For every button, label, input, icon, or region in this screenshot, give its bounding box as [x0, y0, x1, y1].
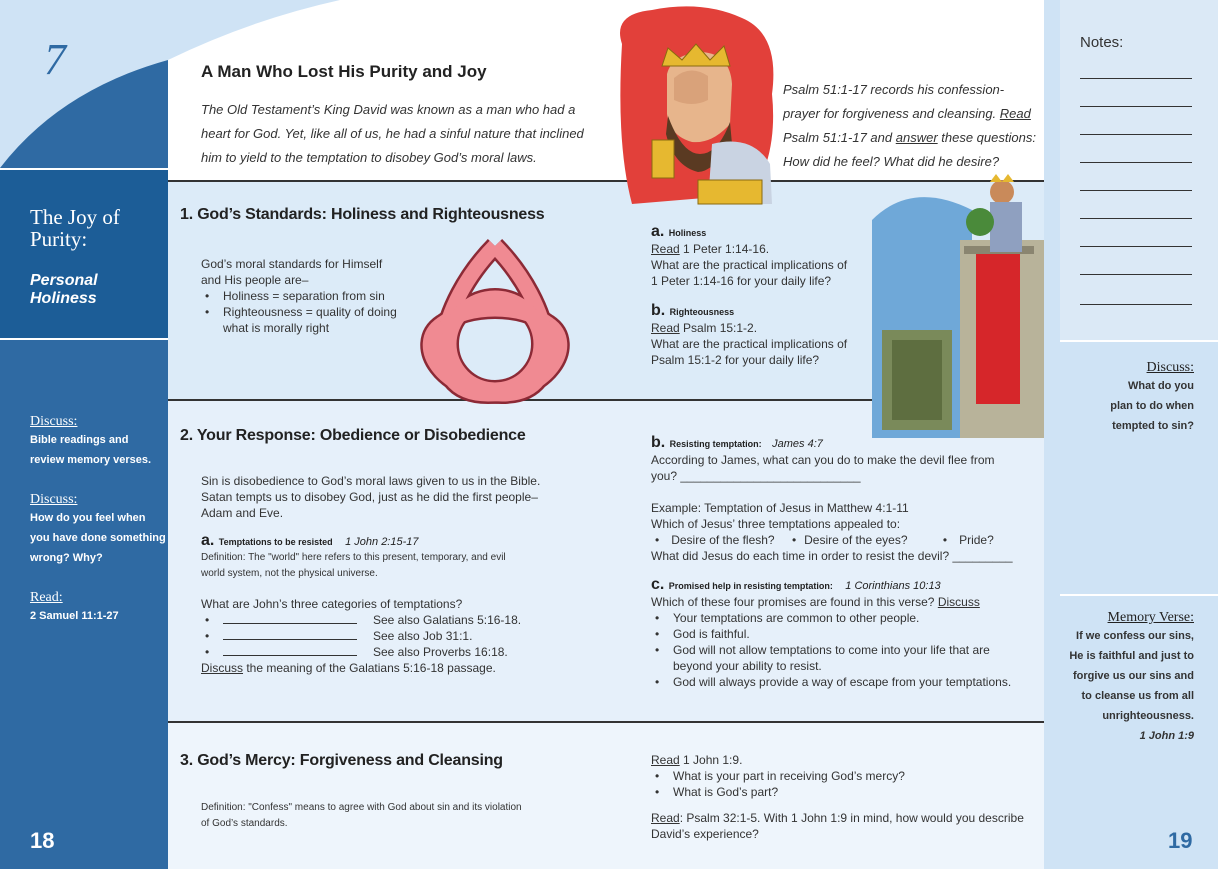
- chapter-title: [30, 206, 120, 250]
- body-line: and His people are–: [201, 273, 309, 287]
- read-link: Read: [999, 106, 1031, 121]
- resisting-block: [651, 434, 1041, 564]
- memory-ref: 1 John 1:9: [1139, 730, 1194, 742]
- question-line: What are the practical implications of: [651, 258, 848, 272]
- chapter-subtitle: Personal Holiness: [30, 272, 98, 307]
- memory-text: If we confess our sins,: [1076, 630, 1194, 642]
- question-line: Which of Jesus’ three temptations appealed to:: [651, 517, 901, 531]
- option: Pride?: [959, 533, 994, 547]
- intro-line: him to yield to the temptation to disobey God’s moral laws.: [201, 150, 537, 165]
- definition-line: Definition: The "world" here refers to this present, temporary, and evil: [201, 552, 506, 563]
- list-item: • God will not allow temptations to come into your life that are: [651, 642, 1041, 658]
- read-link: Read: [651, 811, 680, 825]
- divider: [168, 721, 1052, 723]
- sub-letter: b.: [651, 302, 666, 319]
- standards-list: [201, 288, 421, 320]
- read-heading: Read:: [30, 590, 63, 605]
- list-item-cont: what is morally right: [223, 321, 330, 335]
- promises-list: [651, 610, 1041, 690]
- definition-line: Definition: "Confess" means to agree with God about sin and its violation: [201, 802, 522, 813]
- question-line: What are the practical implications of: [651, 337, 848, 351]
- answer-blank: [223, 645, 357, 656]
- question-line: Which of these four promises are found in this verse?: [651, 595, 938, 609]
- psalm-text: Psalm 51:1-17 and: [783, 130, 896, 145]
- body-line: the meaning of the Galatians 5:16-18 passage.: [243, 661, 496, 675]
- section2-title: 2. Your Response: Obedience or Disobedience: [180, 427, 526, 444]
- memory-verse: [1066, 610, 1194, 746]
- divider: [1060, 340, 1218, 342]
- list-item: • Righteousness = quality of doing: [201, 304, 421, 320]
- body-line: : Psalm 32:1-5. With 1 John 1:9 in mind, how would you describe: [679, 811, 1024, 825]
- read-link: Read: [651, 321, 680, 335]
- chapter-title-line2: Purity:: [30, 227, 88, 251]
- divider: [168, 180, 628, 182]
- left-discuss-1: [30, 414, 166, 470]
- list-item-cont: beyond your ability to resist.: [673, 659, 822, 673]
- discuss-heading: Discuss:: [1146, 360, 1194, 375]
- chapter-title-line1: The Joy of: [30, 205, 120, 229]
- body-line: David’s experience?: [651, 827, 759, 841]
- read-link: Read: [651, 242, 680, 256]
- definition-line: of God’s standards.: [201, 818, 288, 829]
- psalm-line: Psalm 51:1-17 records his confession-: [783, 82, 1005, 97]
- temptations-block: [201, 532, 581, 676]
- trinity-knot-icon: [398, 234, 592, 410]
- section3-definition: [201, 800, 601, 832]
- option: Desire of the flesh?: [671, 533, 775, 547]
- list-item: • Your temptations are common to other people.: [651, 610, 1041, 626]
- list-item: • What is God’s part?: [651, 784, 1041, 800]
- discuss-text: you have done something: [30, 532, 166, 544]
- question-line: you? ___________________________: [651, 469, 861, 483]
- king-david-illustration: [612, 4, 782, 214]
- righteousness-block: [651, 302, 881, 368]
- sub-letter: c.: [651, 576, 665, 593]
- chapter-number: 7: [44, 35, 66, 84]
- question-line: 1 Peter 1:14-16 for your daily life?: [651, 274, 832, 288]
- divider: [1060, 594, 1218, 596]
- sub-letter: b.: [651, 434, 666, 451]
- intro-line: The Old Testament’s King David was known as a man who had a: [201, 102, 576, 117]
- sub-heading: Holiness: [668, 228, 707, 238]
- definition-line: world system, not the physical universe.: [201, 568, 378, 579]
- psalm-text: prayer for forgiveness and cleansing.: [783, 106, 1000, 121]
- section1-text: [201, 256, 421, 336]
- discuss-text: tempted to sin?: [1112, 420, 1194, 432]
- body-line: Sin is disobedience to God’s moral laws given to us in the Bible.: [201, 474, 541, 488]
- note-line: [1080, 134, 1192, 135]
- memory-heading: Memory Verse:: [1107, 610, 1194, 625]
- note-line: [1080, 190, 1192, 191]
- psalm-line: How did he feel? What did he desire?: [783, 154, 1000, 169]
- body-line: Adam and Eve.: [201, 506, 284, 520]
- memory-text: unrighteousness.: [1102, 710, 1194, 722]
- scripture-ref: James 4:7: [772, 438, 823, 450]
- options-row: • Desire of the flesh? • Desire of the eyes? • Pride?: [655, 533, 994, 547]
- intro-line: heart for God. Yet, like all of us, he had a sinful nature that inclined: [201, 126, 584, 141]
- notes-label: Notes:: [1080, 34, 1124, 51]
- list-item: [201, 644, 581, 660]
- see-also: See also Proverbs 16:18.: [373, 645, 508, 659]
- note-line: [1080, 246, 1192, 247]
- memory-text: to cleanse us from all: [1081, 690, 1194, 702]
- promised-help-block: [651, 576, 1041, 690]
- note-line: [1080, 218, 1192, 219]
- discuss-heading: Discuss:: [30, 492, 78, 507]
- temptation-list: [201, 612, 581, 660]
- chapter-title-box: [0, 168, 168, 340]
- intro-paragraph: [201, 98, 621, 170]
- answer-link: answer: [895, 130, 938, 145]
- discuss-text: wrong? Why?: [30, 552, 103, 564]
- holiness-block: [651, 223, 881, 289]
- question-line: What are John’s three categories of temptations?: [201, 597, 463, 611]
- section1-title: 1. God’s Standards: Holiness and Righteousness: [180, 206, 545, 223]
- list-item: • God is faithful.: [651, 626, 1041, 642]
- note-line: [1080, 274, 1192, 275]
- scripture-ref: 1 John 1:9.: [679, 753, 743, 767]
- discuss-text: What do you: [1128, 380, 1194, 392]
- question-line: What did Jesus do each time in order to resist the devil? _________: [651, 549, 1013, 563]
- see-also: See also Galatians 5:16-18.: [373, 613, 522, 627]
- option: Desire of the eyes?: [804, 533, 908, 547]
- answer-blank: [223, 613, 357, 624]
- discuss-text: review memory verses.: [30, 454, 152, 466]
- sub-heading: Resisting temptation:: [669, 439, 762, 449]
- note-line: [1080, 304, 1192, 305]
- sub-letter: a.: [201, 532, 215, 549]
- notes-panel: [1060, 0, 1218, 340]
- discuss-heading: Discuss:: [30, 414, 78, 429]
- list-item: [201, 628, 581, 644]
- section3-title: 3. God’s Mercy: Forgiveness and Cleansing: [180, 752, 503, 769]
- sub-letter: a.: [651, 223, 665, 240]
- section2-text: [201, 473, 601, 521]
- page-number-right: 19: [1168, 828, 1193, 853]
- answer-blank: [223, 629, 357, 640]
- psalm-text: these questions:: [937, 130, 1036, 145]
- left-read: [30, 590, 166, 626]
- example-line: Example: Temptation of Jesus in Matthew 4:1-11: [651, 501, 909, 515]
- left-discuss-2: [30, 492, 166, 568]
- discuss-text: Bible readings and: [30, 434, 129, 446]
- list-item: • Holiness = separation from sin: [201, 288, 421, 304]
- scripture-ref: 1 Corinthians 10:13: [845, 580, 941, 592]
- question-line: According to James, what can you do to make the devil flee from: [651, 453, 995, 467]
- read-text: 2 Samuel 11:1-27: [30, 610, 119, 622]
- scripture-ref: Psalm 15:1-2.: [679, 321, 758, 335]
- question-line: Psalm 15:1-2 for your daily life?: [651, 353, 820, 367]
- note-line: [1080, 106, 1192, 107]
- page-number-left: 18: [30, 828, 55, 853]
- memory-text: He is faithful and just to: [1069, 650, 1194, 662]
- discuss-link: Discuss: [937, 595, 980, 609]
- body-line: Satan tempts us to disobey God, just as he did the first people–: [201, 490, 538, 504]
- mercy-list: [651, 768, 1041, 800]
- page-title: A Man Who Lost His Purity and Joy: [201, 62, 487, 81]
- section3-read-block: [651, 752, 1041, 842]
- scripture-ref: 1 John 2:15-17: [345, 536, 419, 548]
- read-link: Read: [651, 753, 680, 767]
- discuss-link: Discuss: [201, 661, 244, 675]
- right-discuss: [1070, 360, 1194, 436]
- list-item: [201, 612, 581, 628]
- memory-text: forgive us our sins and: [1072, 670, 1194, 682]
- body-line: God’s moral standards for Himself: [201, 257, 383, 271]
- rooftop-illustration: [872, 160, 1060, 438]
- discuss-text: plan to do when: [1110, 400, 1194, 412]
- note-line: [1080, 162, 1192, 163]
- sub-heading: Promised help in resisting temptation:: [668, 581, 833, 591]
- see-also: See also Job 31:1.: [373, 629, 473, 643]
- sub-heading: Temptations to be resisted: [218, 537, 333, 547]
- list-item: • What is your part in receiving God’s mercy?: [651, 768, 1041, 784]
- sub-heading: Righteousness: [669, 307, 735, 317]
- note-line: [1080, 78, 1192, 79]
- discuss-text: How do you feel when: [30, 512, 146, 524]
- scripture-ref: 1 Peter 1:14-16.: [679, 242, 770, 256]
- list-item: • God will always provide a way of escape from your temptations.: [651, 674, 1041, 690]
